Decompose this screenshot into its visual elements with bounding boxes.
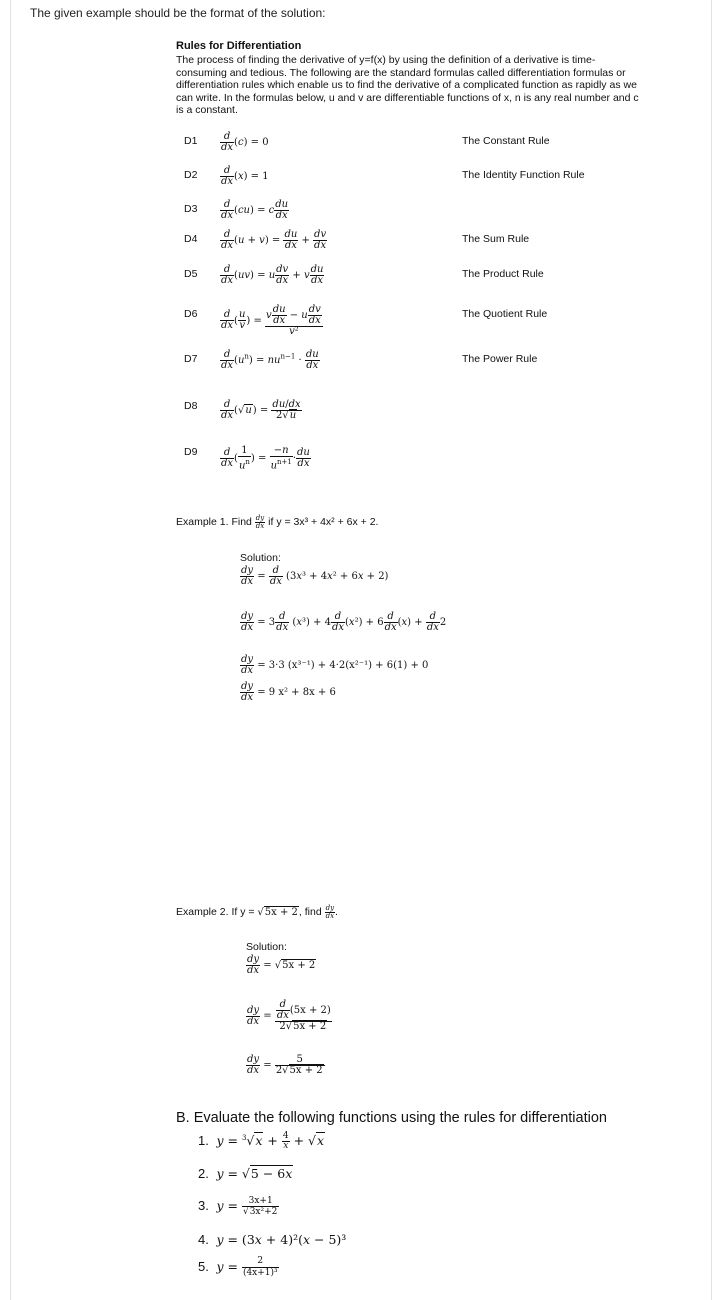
example1-step1: $\frac{dy}{dx}$ = $\frac{d}{dx}$ (3x³ + 4x² + 6x + 2) [241, 565, 389, 587]
example1-step2: $\frac{dy}{dx}$ = 3 $\frac{d}{dx}$ (x³) + 4 $\frac{d}{dx}$ (x²) + 6 $\frac{d}{dx}$ (x) + $\frac{d}{dx}$ 2 [241, 611, 447, 633]
rule-name: The Quotient Rule [462, 307, 548, 320]
rule-formula: $\frac{d}{dx}$ ( $\frac{1}{u^n}$ ) = $\frac{-n}{u^{n+1}}$ · $\frac{du}{dx}$ [221, 444, 310, 471]
rule-formula: $\frac{d}{dx}$ (u + v) = $\frac{du}{dx}$ + $\frac{dv}{dx}$ [221, 228, 327, 251]
rule-d9 [176, 446, 646, 476]
example2-step2: $\frac{dy}{dx}$ = $\frac{d}{dx}$ (5x + 2) 2√5x + 2 [247, 999, 331, 1032]
rule-d6 [176, 303, 646, 338]
rule-formula: $\frac{d}{dx}$ (√u) = $\frac{du/dx}{2√u}$ [221, 398, 301, 421]
rule-formula: $\frac{d}{dx}$ (c) = 0 [221, 130, 269, 153]
rule-name: The Constant Rule [462, 134, 550, 147]
rule-d3 [176, 198, 646, 233]
rule-id: D2 [184, 168, 198, 181]
rule-id: D7 [184, 352, 198, 365]
rule-d2 [176, 164, 646, 199]
rules-description: The process of finding the derivative of y=f(x) by using the definition of a derivative is time-consuming and tedious. The following are the standard formulas called differentiation formulas or differentiation rules which enable us to find the derivative of a complicated function as rapidly as we can write. In the formulas below, u and v are differentiable functions of x, n is any real number and c is a constant. [176, 54, 639, 116]
example1-step4: $\frac{dy}{dx}$ = 9 x² + 8x + 6 [241, 681, 336, 703]
example1-heading: Example 1. Find $\frac{dy}{dx}$ if y = 3x³ + 4x² + 6x + 2. [176, 514, 379, 530]
rule-name: The Product Rule [462, 267, 544, 280]
rule-id: D4 [184, 232, 198, 245]
partB-item-1: 1. y = $^3$√x + $\frac{4}{x}$ + √x [198, 1131, 325, 1151]
partB-item-4: 4. y = (3x + 4)²(x − 5)³ [198, 1232, 347, 1247]
example2-heading: Example 2. If y = √5x + 2, find $\frac{dy}{dx}$ . [176, 904, 338, 920]
rules-sheet [176, 40, 646, 485]
rule-id: D6 [184, 307, 198, 320]
partB-item-5: 5. y = $\frac{2}{\text{(4x+1)³}}$ [198, 1256, 278, 1278]
rule-d5 [176, 263, 646, 298]
rule-id: D3 [184, 202, 198, 215]
rule-id: D9 [184, 445, 198, 458]
rule-id: D1 [184, 134, 198, 147]
partB-item-3: 3. y = $\frac{3x+1}{\text{√3x²+2}}$ [198, 1196, 278, 1217]
rule-id: D5 [184, 267, 198, 280]
rule-id: D8 [184, 399, 198, 412]
rule-formula: $\frac{d}{dx}$ (x) = 1 [221, 164, 269, 187]
rule-formula: $\frac{d}{dx}$ ( $\frac{u}{v}$ ) = v $\frac{du}{dx}$ − u $\frac{dv}{dx}$ v² [221, 303, 321, 337]
rule-name: The Power Rule [462, 352, 538, 365]
intro-text: The given example should be the format of the solution: [30, 6, 326, 20]
rule-d1 [176, 130, 646, 165]
rule-d8 [176, 400, 646, 430]
rule-formula: $\frac{d}{dx}$ $(u^n) = nu^{n-1}$ · $\frac{du}{dx}$ [221, 348, 319, 371]
rule-formula: $\frac{d}{dx}$ (uv) = u $\frac{dv}{dx}$ + v $\frac{du}{dx}$ [221, 263, 324, 286]
rule-d7 [176, 348, 646, 383]
example1-solution-label: Solution: [240, 552, 281, 564]
rules-list [176, 130, 646, 485]
partB-item-4-equation: y = (3x + 4)²(x − 5)³ [216, 1232, 347, 1247]
partB-item-5-equation: y = $\frac{2}{\text{(4x+1)³}}$ [216, 1256, 278, 1278]
rule-formula: $\frac{d}{dx}$ (cu) = c $\frac{du}{dx}$ [221, 198, 289, 221]
partB-item-2-equation: y = √5 − 6x [216, 1166, 293, 1181]
example1-step3: $\frac{dy}{dx}$ = 3·3 (x³⁻¹) + 4·2(x²⁻¹) + 6(1) + 0 [241, 654, 429, 676]
example2-step1: $\frac{dy}{dx}$ = √5x + 2 [247, 954, 316, 976]
partB-item-3-equation: y = $\frac{3x+1}{\text{√3x²+2}}$ [216, 1196, 278, 1217]
example2-step3: $\frac{dy}{dx}$ = $\frac{5}{2√5x + 2}$ [247, 1054, 323, 1076]
example2-solution-label: Solution: [246, 941, 287, 953]
rule-name: The Sum Rule [462, 232, 530, 245]
rule-d4 [176, 228, 646, 263]
rule-name: The Identity Function Rule [462, 168, 585, 181]
partB-heading: B. Evaluate the following functions using the rules for differentiation [176, 1110, 607, 1126]
partB-item-1-equation: y = $^3$√x + $\frac{4}{x}$ + √x [216, 1131, 325, 1151]
partB-item-2: 2. y = √5 − 6x [198, 1166, 293, 1181]
rules-title: Rules for Differentiation [176, 40, 302, 52]
